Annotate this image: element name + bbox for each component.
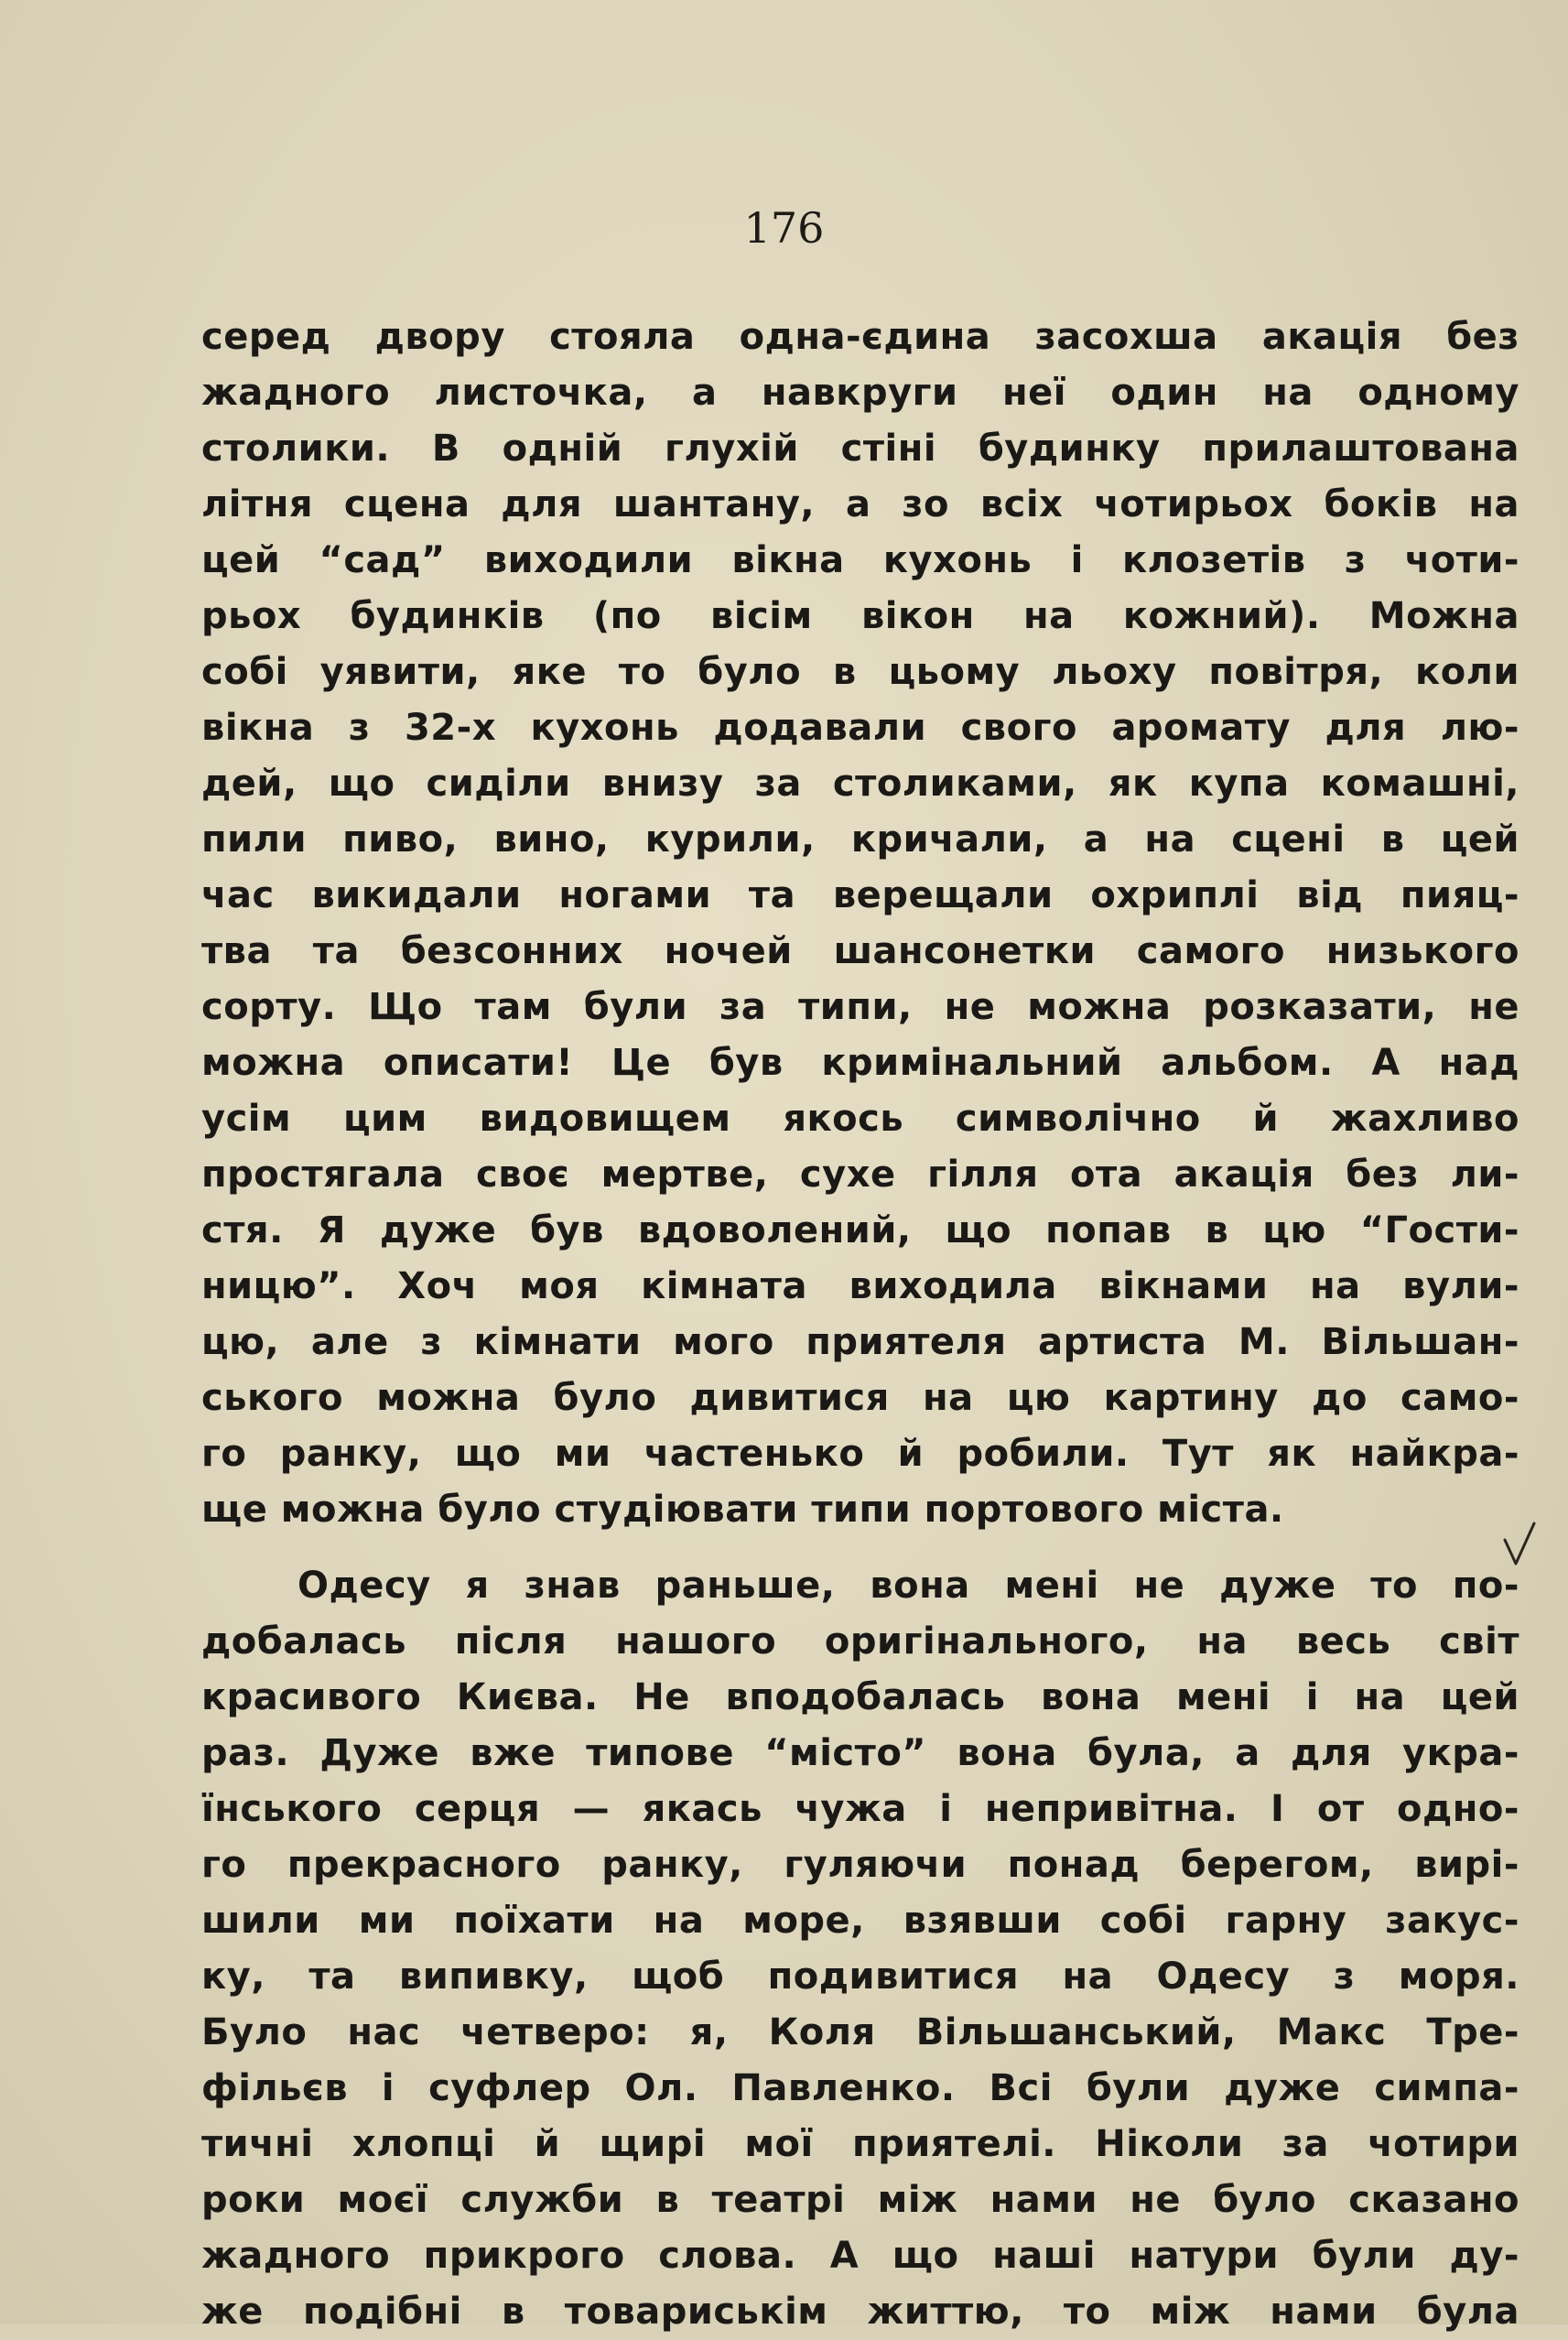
text-line: столики. В одній глухій стіні будинку прилаштована (201, 428, 1519, 470)
text-line: ницю”. Хоч моя кімната виходила вікнами на вули- (201, 1265, 1519, 1307)
text-line: ще можна було студіювати типи портового міста. (201, 1489, 1284, 1531)
text-line: час викидали ногами та верещали охриплі від пияц- (201, 874, 1519, 916)
body-text (201, 309, 1519, 2340)
text-line: усім цим видовищем якось символічно й жахливо (201, 1098, 1519, 1140)
text-line: жадного листочка, а навкруги неї один на одному (201, 372, 1519, 414)
text-line: роки моєї служби в театрі між нами не було сказано (201, 2179, 1519, 2221)
text-line: літня сцена для шантану, а зо всіх чотирьох боків на (201, 483, 1519, 525)
text-line: ського можна було дивитися на цю картину до само- (201, 1377, 1519, 1419)
page-number: 176 (743, 203, 825, 253)
text-line: шили ми поїхати на море, взявши собі гарну закус- (201, 1900, 1519, 1942)
text-line: фільєв і суфлер Ол. Павленко. Всі були дуже симпа- (201, 2067, 1519, 2109)
text-line: дей, що сиділи внизу за столиками, як купа комашні, (201, 763, 1519, 805)
text-line: сорту. Що там були за типи, не можна розказати, не (201, 986, 1519, 1028)
check-mark-icon (1501, 1520, 1538, 1575)
text-line: рьох будинків (по вісім вікон на кожний). Можна (201, 595, 1519, 637)
text-line: раз. Дуже вже типове “місто” вона була, а для укра- (201, 1732, 1519, 1774)
text-line: ку, та випивку, щоб подивитися на Одесу з моря. (201, 1955, 1519, 1998)
text-line: можна описати! Це був кримінальний альбом. А над (201, 1042, 1519, 1084)
text-line: го ранку, що ми частенько й робили. Тут як найкра- (201, 1433, 1519, 1475)
text-line: же подібні в товариськім життю, то між нами була (201, 2291, 1519, 2333)
text-line: стя. Я дуже був вдоволений, що попав в цю “Гости- (201, 1209, 1519, 1251)
text-line: їнського серця — якась чужа і непривітна. І от одно- (201, 1788, 1519, 1830)
text-line: серед двору стояла одна-єдина засохша акація без (201, 316, 1519, 358)
text-line: красивого Києва. Не вподобалась вона мені і на цей (201, 1676, 1519, 1718)
text-line: тва та безсонних ночей шансонетки самого низького (201, 930, 1519, 972)
text-line: жадного прикрого слова. А що наші натури були ду- (201, 2235, 1519, 2277)
text-line: вікна з 32-х кухонь додавали свого аромату для лю- (201, 707, 1519, 749)
text-line: цю, але з кімнати мого приятеля артиста М. Вільшан- (201, 1321, 1519, 1363)
text-line: простягала своє мертве, сухе гілля ота акація без ли- (201, 1154, 1519, 1196)
paragraph-gap (201, 1538, 1519, 1558)
text-line: добалась після нашого оригінального, на весь світ (201, 1620, 1519, 1663)
text-line: Одесу я знав раньше, вона мені не дуже то по- (297, 1565, 1519, 1607)
text-line: тичні хлопці й щирі мої приятелі. Ніколи за чотири (201, 2123, 1519, 2165)
text-line: собі уявити, яке то було в цьому льоху повітря, коли (201, 651, 1519, 693)
text-line: пили пиво, вино, курили, кричали, а на сцені в цей (201, 818, 1519, 861)
text-line: го прекрасного ранку, гуляючи понад берегом, вирі- (201, 1844, 1519, 1886)
text-line: Було нас четверо: я, Коля Вільшанський, Макс Тре- (201, 2011, 1519, 2053)
text-line: цей “сад” виходили вікна кухонь і клозетів з чоти- (201, 539, 1519, 581)
